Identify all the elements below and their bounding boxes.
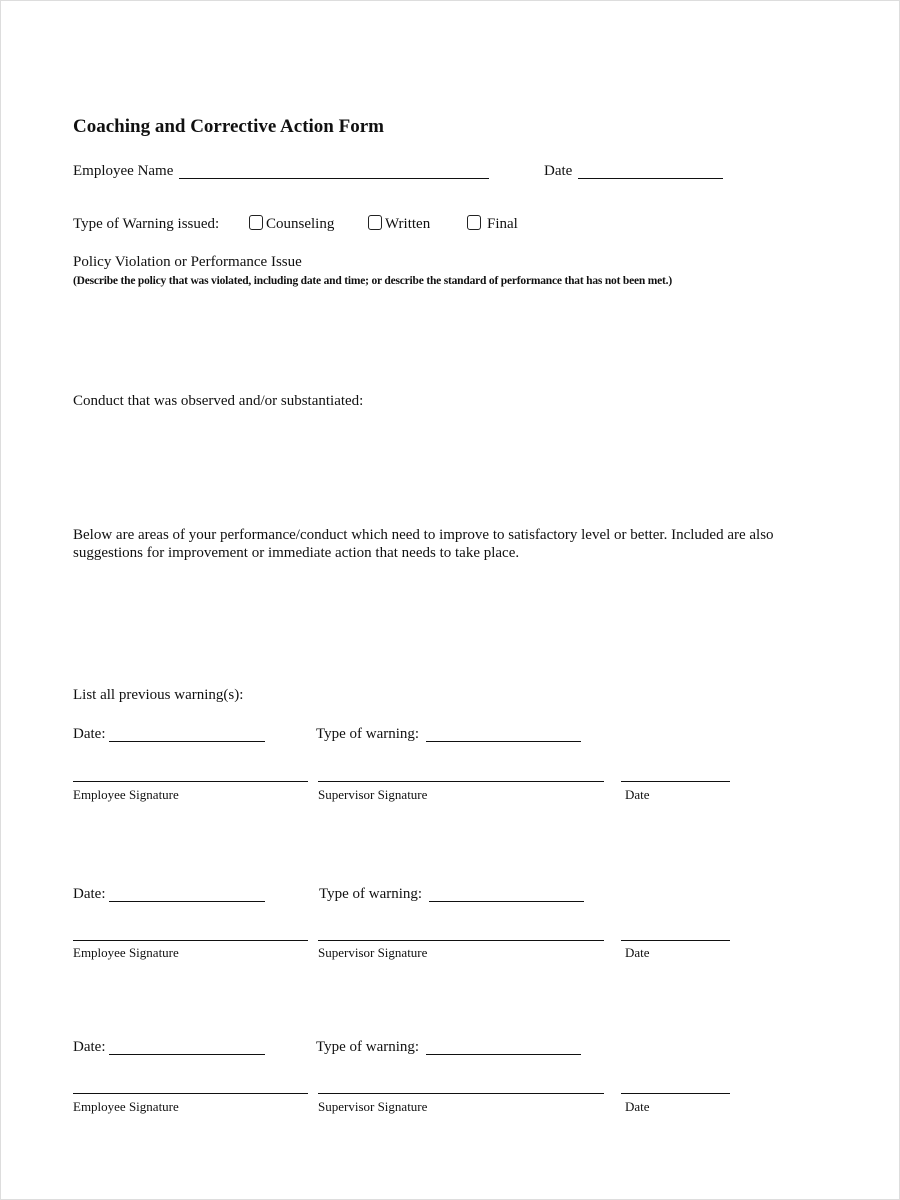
warning-type-label: Type of warning: (316, 1039, 420, 1055)
supervisor-signature-field[interactable] (318, 940, 604, 941)
improvement-text-line2: suggestions for improvement or immediate action that needs to take place. (73, 545, 520, 561)
signature-date-field[interactable] (621, 781, 730, 782)
warning-type-field[interactable] (426, 741, 581, 742)
employee-signature-label: Employee Signature (73, 787, 179, 802)
employee-signature-field[interactable] (73, 781, 308, 782)
employee-signature-label: Employee Signature (73, 945, 179, 960)
warning-type-label: Type of Warning issued: (73, 216, 220, 232)
supervisor-signature-label: Supervisor Signature (318, 787, 428, 802)
date-field[interactable] (578, 178, 723, 179)
employee-name-label: Employee Name (73, 163, 174, 179)
warning-date-field[interactable] (109, 1054, 265, 1055)
warning-date-label: Date: (73, 726, 106, 742)
final-checkbox[interactable] (467, 215, 481, 230)
warning-date-field[interactable] (109, 901, 265, 902)
signature-date-field[interactable] (621, 1093, 730, 1094)
warning-type-field[interactable] (426, 1054, 581, 1055)
final-label: Final (487, 216, 518, 232)
warning-date-field[interactable] (109, 741, 265, 742)
supervisor-signature-label: Supervisor Signature (318, 1099, 428, 1114)
date-label: Date (544, 163, 573, 179)
conduct-label: Conduct that was observed and/or substantiated: (73, 393, 364, 409)
warning-date-label: Date: (73, 1039, 106, 1055)
signature-date-label: Date (625, 787, 650, 802)
warning-type-label: Type of warning: (319, 886, 423, 902)
supervisor-signature-label: Supervisor Signature (318, 945, 428, 960)
employee-signature-label: Employee Signature (73, 1099, 179, 1114)
improvement-text-line1: Below are areas of your performance/conduct which need to improve to satisfactory level or better. Included are also (73, 527, 774, 543)
written-checkbox[interactable] (368, 215, 382, 230)
written-label: Written (385, 216, 431, 232)
employee-signature-field[interactable] (73, 1093, 308, 1094)
previous-warnings-label: List all previous warning(s): (73, 687, 244, 703)
counseling-checkbox[interactable] (249, 215, 263, 230)
warning-date-label: Date: (73, 886, 106, 902)
signature-date-label: Date (625, 945, 650, 960)
form-title: Coaching and Corrective Action Form (73, 116, 384, 137)
employee-name-field[interactable] (179, 178, 489, 179)
counseling-label: Counseling (266, 216, 335, 232)
warning-type-label: Type of warning: (316, 726, 420, 742)
signature-date-label: Date (625, 1099, 650, 1114)
supervisor-signature-field[interactable] (318, 1093, 604, 1094)
employee-signature-field[interactable] (73, 940, 308, 941)
policy-instructions: (Describe the policy that was violated, including date and time; or describe the standard of performance that has not been met.) (73, 275, 672, 287)
supervisor-signature-field[interactable] (318, 781, 604, 782)
warning-type-field[interactable] (429, 901, 584, 902)
signature-date-field[interactable] (621, 940, 730, 941)
policy-heading: Policy Violation or Performance Issue (73, 254, 302, 270)
